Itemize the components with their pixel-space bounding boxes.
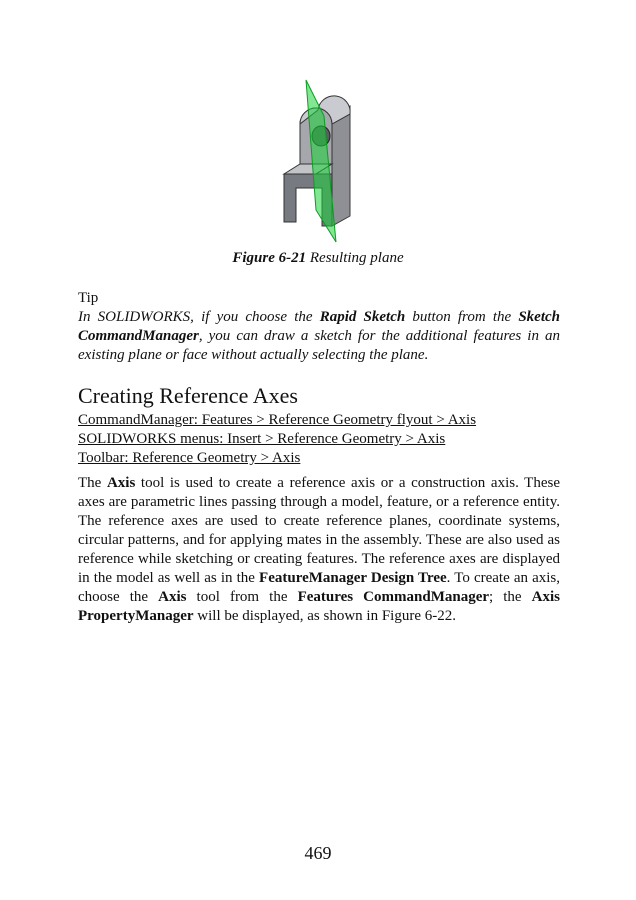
body-text-6: will be displayed, as shown in Figure 6-22. <box>193 608 457 624</box>
figure-caption-text: Resulting plane <box>306 250 404 266</box>
tip-body <box>78 308 560 365</box>
section-heading: Creating Reference Axes <box>78 383 298 408</box>
tip-label: Tip <box>78 290 99 306</box>
body-bold-axis: Axis <box>106 475 136 491</box>
tip-text-1: In SOLIDWORKS, if you choose the <box>78 309 320 325</box>
tip-text-2: button from the <box>405 309 519 325</box>
page-number: 469 <box>304 843 332 863</box>
body-text-3: . To create an axis, choose the <box>78 570 560 605</box>
body-paragraph <box>78 474 560 626</box>
body-bold-axis-propertymanager: Axis PropertyManager <box>78 589 560 624</box>
body-text-1: The <box>78 475 107 491</box>
path-menus: SOLIDWORKS menus: Insert > Reference Geometry > Axis <box>78 431 446 447</box>
body-bold-features-commandmanager: Features CommandManager <box>297 589 490 605</box>
figure-caption-number: Figure 6-21 <box>232 250 307 266</box>
path-commandmanager: CommandManager: Features > Reference Geometry flyout > Axis <box>78 412 477 428</box>
tip-bold-rapid-sketch: Rapid Sketch <box>319 309 406 325</box>
body-bold-axis-2: Axis <box>158 589 187 605</box>
body-bold-featuremanager: FeatureManager Design Tree <box>259 570 447 586</box>
menu-paths <box>78 411 560 468</box>
figure-caption <box>0 250 636 267</box>
body-text-2: tool is used to create a reference axis or a construction axis. These axes are parametric lines passing through a model, feature, or a reference entity. The reference axes are used to create reference planes, coordinate systems, circular patterns, and for applying mates in the assembly. These are also used as reference while sketching or creating features. The reference axes are displayed in the model as well as in the <box>78 475 560 586</box>
body-text-5: ; the <box>489 589 532 605</box>
resulting-plane-figure <box>276 76 366 244</box>
path-toolbar: Toolbar: Reference Geometry > Axis <box>78 450 301 466</box>
tip-bold-sketch-commandmanager: Sketch CommandManager <box>78 309 560 344</box>
tip-text-3: , you can draw a sketch for the additional features in an existing plane or face without actually selecting the plane. <box>78 328 560 363</box>
body-text-4: tool from the <box>186 589 298 605</box>
